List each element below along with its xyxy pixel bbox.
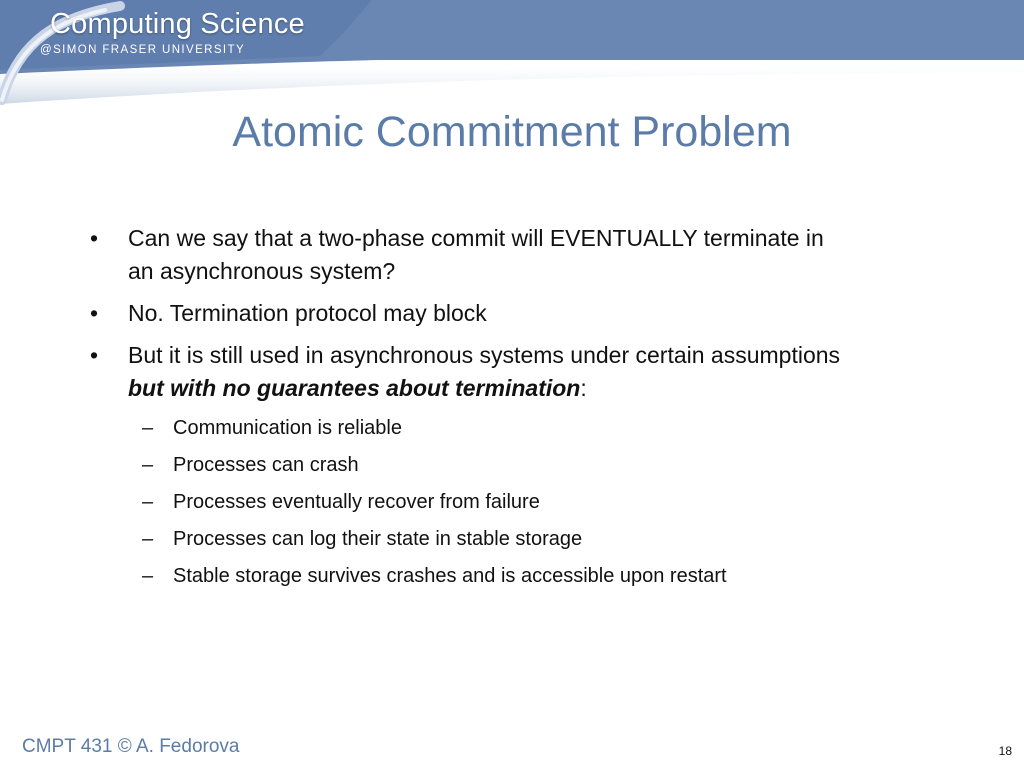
- brand-title: Computing Science: [50, 8, 305, 40]
- bullet-item: [90, 297, 960, 330]
- sub-bullet-item: [90, 414, 960, 442]
- dash-marker: –: [142, 454, 154, 476]
- bullet-suffix: :: [580, 375, 587, 401]
- sub-bullet-text: Processes can log their state in stable storage: [173, 528, 583, 550]
- bullet-text-line1: Can we say that a two-phase commit will EVENTUALLY terminate in: [128, 225, 824, 251]
- bullet-text-line2: an asynchronous system?: [128, 258, 396, 284]
- bullet-item: [90, 222, 960, 288]
- dash-marker: –: [142, 417, 154, 439]
- sub-bullet-text: Processes can crash: [173, 454, 359, 476]
- dash-marker: –: [142, 565, 154, 587]
- bullet-marker: •: [90, 342, 99, 368]
- bullet-item: [90, 339, 960, 405]
- dash-marker: –: [142, 491, 154, 513]
- dash-marker: –: [142, 528, 154, 550]
- bullet-marker: •: [90, 225, 99, 251]
- bullet-emphasis: but with no guarantees about termination: [128, 375, 581, 401]
- sub-bullet-text: Stable storage survives crashes and is accessible upon restart: [173, 565, 727, 587]
- bullet-text: No. Termination protocol may block: [128, 300, 487, 326]
- bullet-text-line1: But it is still used in asynchronous systems under certain assumptions: [128, 342, 841, 368]
- bullet-marker: •: [90, 300, 99, 326]
- sub-bullet-text: Communication is reliable: [173, 417, 402, 439]
- slide-content: [90, 222, 960, 599]
- sub-bullet-item: [90, 451, 960, 479]
- sub-bullet-item: [90, 562, 960, 590]
- sub-bullet-text: Processes eventually recover from failure: [173, 491, 540, 513]
- slide-title: Atomic Commitment Problem: [232, 108, 792, 156]
- page-number: 18: [998, 744, 1012, 758]
- sub-bullet-item: [90, 525, 960, 553]
- footer-course: CMPT 431 © A. Fedorova: [22, 736, 240, 757]
- brand-subtitle: @SIMON FRASER UNIVERSITY: [40, 44, 246, 56]
- sub-bullet-item: [90, 488, 960, 516]
